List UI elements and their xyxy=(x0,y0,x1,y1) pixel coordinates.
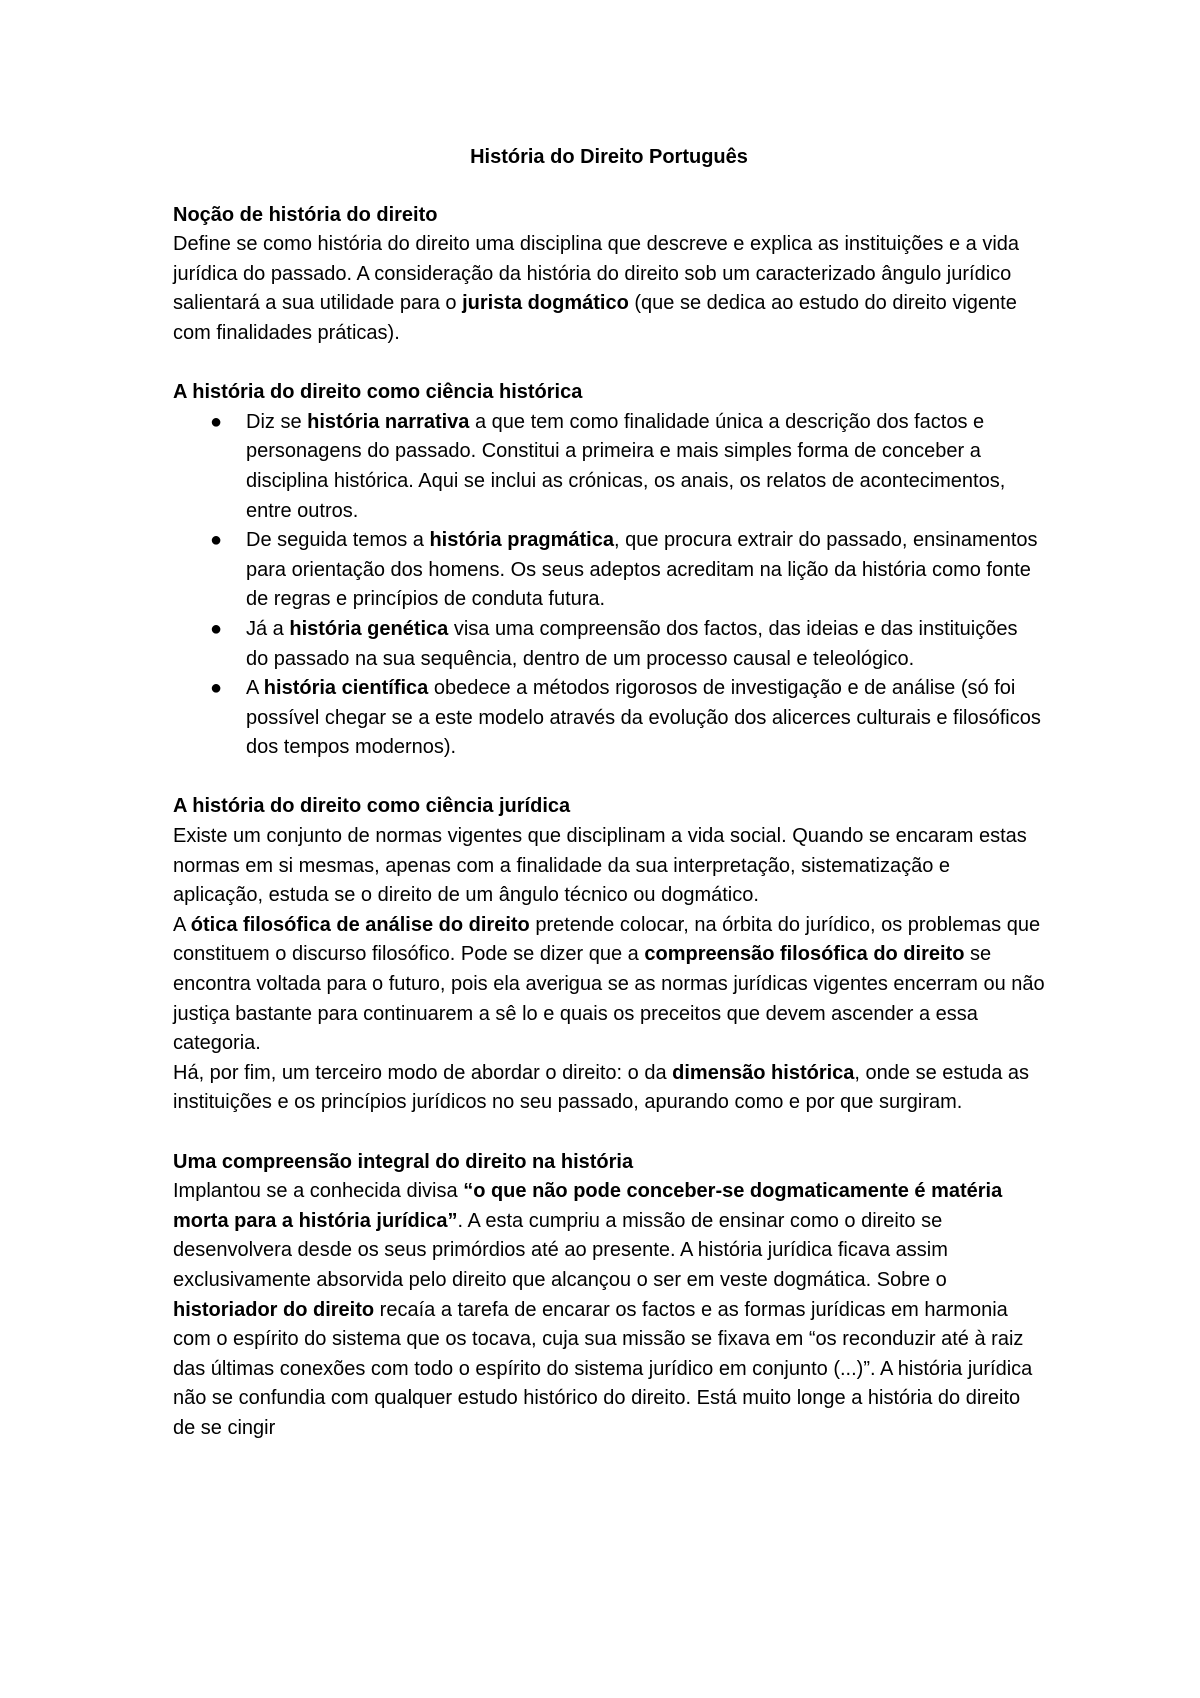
bullet-list xyxy=(173,408,1045,763)
paragraph xyxy=(173,1059,1045,1118)
bullet-icon: ● xyxy=(210,617,223,640)
text-run: Define se como história do direito uma disciplina que descreve e explica as instituições e a vida jurídica do passado. A consideração da história do direito sob um caracterizado ângulo jurídico salientará a sua utilidade para o xyxy=(173,233,1020,315)
text-run: Existe um conjunto de normas vigentes que disciplinam a vida social. Quando se encaram estas normas em si mesmas, apenas com a finalidade da sua interpretação, sistematização e aplicação, estuda se o direito de um ângulo técnico ou dogmático. xyxy=(173,825,1027,907)
section-ciencia-juridica xyxy=(173,792,1045,1118)
text-run: Implantou se a conhecida divisa xyxy=(173,1180,464,1203)
list-item-text xyxy=(246,411,1005,522)
text-run: se encontra voltada para o futuro, pois ela averigua se as normas jurídicas vigentes encerram ou não justiça bastante para continuarem a sê lo e quais os preceitos que devem ascender a essa categoria. xyxy=(173,943,1045,1055)
text-run: Diz se xyxy=(246,410,308,433)
text-run: obedece a métodos rigorosos de investigação e de análise (só foi possível chegar se a este modelo através da evolução dos alicerces culturais e filosóficos dos tempos modernos). xyxy=(246,677,1041,759)
bullet-icon: ● xyxy=(210,677,223,700)
section-compreensao-integral xyxy=(173,1148,1045,1444)
paragraph xyxy=(173,230,1045,348)
bold-term: compreensão filosófica do direito xyxy=(644,943,965,966)
bold-term: história genética xyxy=(289,617,449,640)
section-heading: A história do direito como ciência jurídica xyxy=(173,795,571,818)
bold-term: história narrativa xyxy=(307,410,470,433)
section-heading: Uma compreensão integral do direito na história xyxy=(173,1150,634,1173)
text-run: a que tem como finalidade única a descrição dos factos e personagens do passado. Constitui a primeira e mais simples forma de conceber a disciplina histórica. Aqui se inclui as crónicas, os anais, os relatos de acontecimentos, entre outros. xyxy=(246,410,1006,522)
list-item-text xyxy=(246,677,1041,758)
list-item xyxy=(173,408,1045,526)
list-item xyxy=(173,526,1045,615)
bold-term: historiador do direito xyxy=(173,1298,375,1321)
text-run: De seguida temos a xyxy=(246,529,430,552)
paragraph xyxy=(173,822,1045,911)
text-run: A xyxy=(246,677,264,700)
bold-term: ótica filosófica de análise do direito xyxy=(190,913,530,936)
bullet-icon: ● xyxy=(210,410,223,433)
text-run: , onde se estuda as instituições e os princípios jurídicos no seu passado, apurando como e por que surgiram. xyxy=(173,1061,1029,1114)
list-item-text xyxy=(246,529,1038,610)
bold-term: “o que não pode conceber-se dogmaticamente é matéria morta para a história jurídica” xyxy=(173,1180,1003,1232)
text-run: Há, por fim, um terceiro modo de abordar o direito: o da xyxy=(173,1061,673,1084)
paragraph xyxy=(173,911,1045,1059)
section-ciencia-historica xyxy=(173,378,1045,763)
text-run: (que se dedica ao estudo do direito vigente com finalidades práticas). xyxy=(173,292,1017,344)
text-run: , que procura extrair do passado, ensinamentos para orientação dos homens. Os seus adeptos acreditam na lição da história como fonte de regras e princípios de conduta futura. xyxy=(246,529,1038,611)
document-page xyxy=(173,143,1045,1473)
bullet-icon: ● xyxy=(210,529,223,552)
text-run: visa uma compreensão dos factos, das ideias e das instituições do passado na sua sequência, dentro de um processo causal e teleológico. xyxy=(246,617,1018,670)
text-run: pretende colocar, na órbita do jurídico, os problemas que constituem o discurso filosófico. Pode se dizer que a xyxy=(173,913,1041,966)
text-run: A xyxy=(173,913,191,936)
document-title: História do Direito Português xyxy=(470,146,748,168)
bold-term: história científica xyxy=(263,677,429,700)
text-run: . A esta cumpriu a missão de ensinar como o direito se desenvolvera desde os seus primórdios até ao presente. A história jurídica ficava assim exclusivamente absorvida pelo direito que alcançou o ser em veste dogmática. Sobre o xyxy=(173,1209,948,1291)
text-run: Já a xyxy=(246,617,290,640)
text-run: recaía a tarefa de encarar os factos e as formas jurídicas em harmonia com o espírito do sistema que os tocava, cuja sua missão se fixava em “os reconduzir até à raiz das últimas conexões com todo o espírito do sistema jurídico em conjunto (...)”. A história jurídica não se confundia com qualquer estudo histórico do direito. Está muito longe a história do direito de se cingir xyxy=(173,1298,1033,1439)
section-nocao xyxy=(173,201,1045,349)
list-item xyxy=(173,615,1045,674)
bold-term: história pragmática xyxy=(429,529,614,552)
paragraph xyxy=(173,1177,1045,1443)
bold-term: dimensão histórica xyxy=(672,1061,855,1084)
section-heading: Noção de história do direito xyxy=(173,203,438,226)
list-item-text xyxy=(246,618,1018,670)
list-item xyxy=(173,674,1045,763)
section-heading: A história do direito como ciência histórica xyxy=(173,381,583,404)
bold-term: jurista dogmático xyxy=(462,292,629,315)
